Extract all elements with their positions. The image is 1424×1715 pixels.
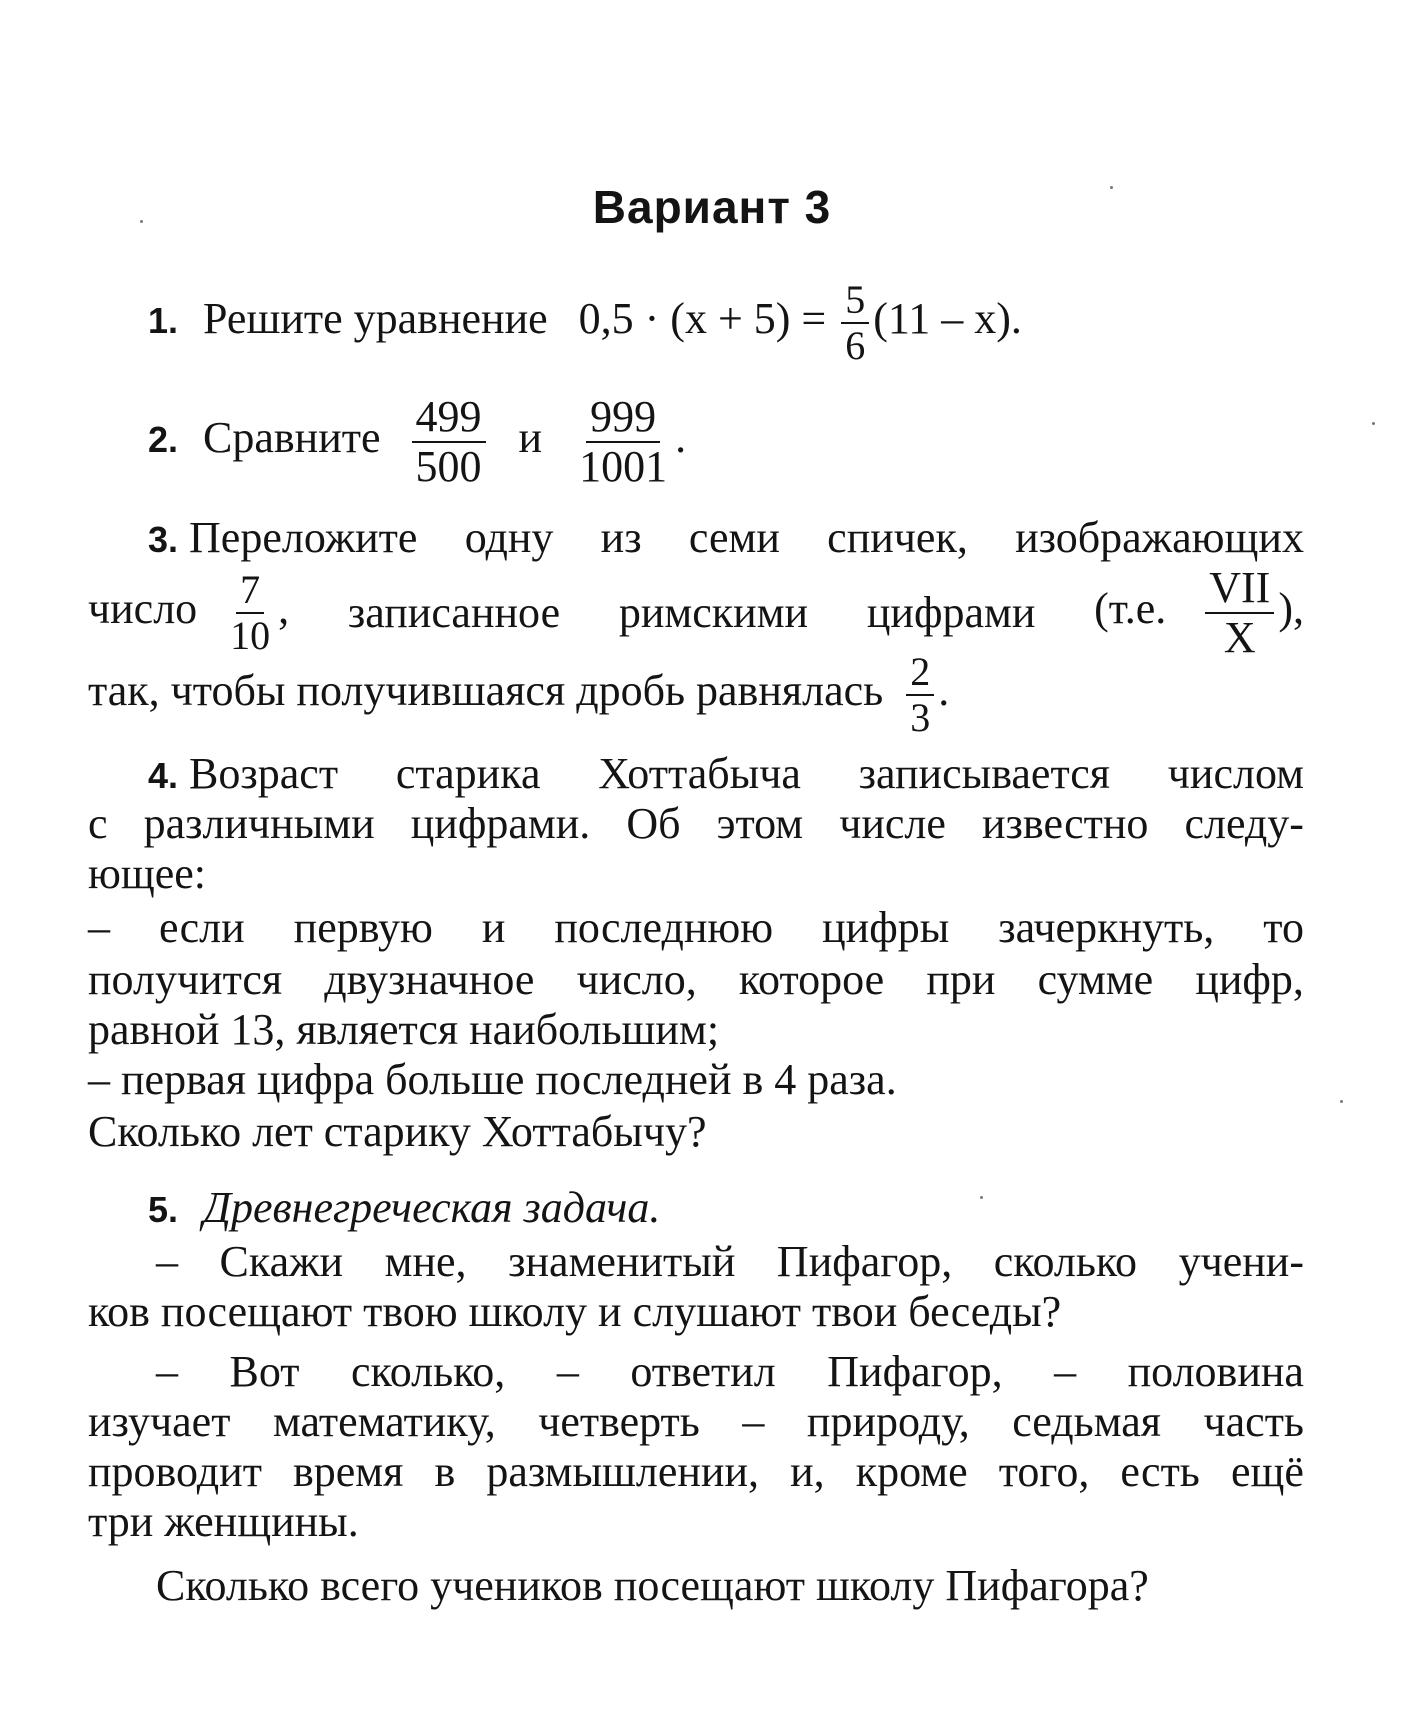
conjunction: и [518, 413, 543, 463]
word: цифрами [866, 588, 1036, 637]
word: число [88, 584, 198, 634]
word: первую [293, 903, 433, 952]
word: спичек, [827, 513, 968, 562]
word: кроме [855, 1447, 968, 1496]
word: мне, [384, 1237, 467, 1286]
fraction [226, 567, 274, 658]
word: и, [790, 1447, 825, 1496]
sentence-end: . [938, 666, 950, 716]
word: получится [88, 955, 283, 1004]
scan-speck [1372, 422, 1375, 425]
word: записывается [858, 749, 1110, 798]
scan-speck [980, 1196, 983, 1199]
problem-number: 2. [148, 419, 179, 461]
word: Об [626, 799, 681, 848]
word: учени- [1178, 1237, 1304, 1286]
scan-speck [1110, 186, 1113, 189]
fraction [841, 277, 869, 368]
problem-3-line-1 [148, 513, 1304, 562]
problem-4-line-8: Сколько лет старику Хоттабычу? [88, 1107, 707, 1156]
problem-4-line-1 [148, 749, 1304, 798]
word: Скажи [219, 1237, 344, 1286]
word: числом [1167, 749, 1304, 798]
word: числе [839, 799, 946, 848]
word: время [293, 1447, 404, 1496]
fraction-denominator: 1001 [579, 442, 668, 491]
word: Хоттабыча [598, 749, 801, 798]
problem-2 [148, 392, 687, 491]
punctuation: ), [1278, 584, 1304, 634]
problem-5-heading [148, 1183, 661, 1232]
word: с [88, 799, 108, 848]
problem-5-line-3 [156, 1347, 1304, 1396]
problem-3-line-2 [88, 563, 1304, 662]
word: одну [464, 513, 554, 562]
word: Пифагор, [827, 1347, 1003, 1396]
word: половина [1127, 1347, 1304, 1396]
fraction [412, 392, 486, 491]
problem-heading: Древнегреческая задача. [203, 1183, 661, 1232]
problem-1 [148, 277, 1022, 368]
word: этом [716, 799, 804, 848]
word: седьмая [1012, 1397, 1161, 1446]
word: – [88, 903, 110, 952]
word: семи [688, 513, 780, 562]
fraction [906, 649, 934, 740]
fraction-numerator: 999 [586, 395, 660, 443]
problem-number: 4. [148, 755, 179, 796]
word: размышлении, [486, 1447, 760, 1496]
word: природу, [806, 1397, 970, 1446]
word: известно [982, 799, 1149, 848]
word: число, [576, 955, 697, 1004]
word: записанное [347, 588, 561, 637]
word: то [1263, 903, 1304, 952]
word: цифрами. [410, 799, 591, 848]
scan-speck [1340, 1100, 1343, 1103]
word: четверть [538, 1397, 700, 1446]
word: сколько, [351, 1347, 506, 1396]
word: двузначное [324, 955, 535, 1004]
word: Пифагор, [776, 1237, 953, 1286]
word: – [156, 1237, 178, 1286]
fraction-denominator: 3 [910, 695, 931, 740]
sentence: так, чтобы получившаяся дробь равнялась [88, 666, 884, 716]
page-title: Вариант 3 [592, 181, 832, 233]
word: из [600, 513, 642, 562]
problem-5-line-6: три женщины. [88, 1497, 359, 1546]
problem-4-line-2 [88, 799, 1304, 848]
fraction-numerator: 499 [412, 395, 486, 443]
word: старика [395, 749, 541, 798]
fraction-denominator: 6 [845, 323, 866, 368]
problem-4-line-3: ющее: [88, 849, 207, 898]
word: ответил [630, 1347, 776, 1396]
word: следу- [1184, 799, 1304, 848]
problem-number: 3. [148, 519, 179, 560]
word: которое [738, 955, 885, 1004]
problem-5-line-5 [88, 1447, 1304, 1496]
problem-number: 1. [148, 300, 179, 342]
problem-5-line-4 [88, 1397, 1304, 1446]
equation-lhs: 0,5 · (x + 5) = [578, 294, 827, 344]
word: проводит [88, 1447, 262, 1496]
roman-fraction [1205, 563, 1274, 662]
equation-rhs: (11 – x). [873, 294, 1022, 344]
word: того, [998, 1447, 1090, 1496]
word: изображающих [1015, 513, 1304, 562]
fraction-numerator: 7 [236, 570, 264, 614]
problem-4-line-7: – первая цифра больше последней в 4 раза. [88, 1055, 897, 1104]
word: – [156, 1347, 178, 1396]
punctuation: , [278, 584, 290, 634]
word: часть [1203, 1397, 1304, 1446]
problem-5-line-7: Сколько всего учеников посещают школу Пифагора? [156, 1561, 1149, 1610]
word: (т.е. [1094, 584, 1167, 634]
scan-speck [140, 220, 143, 223]
problem-5-line-2: ков посещают твою школу и слушают твои беседы? [88, 1287, 1062, 1336]
fraction-numerator: VII [1205, 566, 1274, 614]
word: сколько [993, 1237, 1138, 1286]
word: Возраст [189, 749, 339, 798]
fraction-denominator: 10 [230, 613, 271, 658]
word: – [742, 1397, 765, 1446]
word: последнюю [554, 903, 774, 952]
problem-4-line-6: равной 13, является наибольшим; [88, 1005, 720, 1054]
word: ещё [1230, 1447, 1304, 1496]
word: цифры [822, 903, 950, 952]
problem-number: 5. [148, 1189, 179, 1230]
word: при [926, 955, 996, 1004]
problem-5-line-1 [156, 1237, 1304, 1286]
fraction-numerator: 2 [906, 652, 934, 696]
word: зачеркнуть, [998, 903, 1215, 952]
word: в [434, 1447, 456, 1496]
word: Вот [229, 1347, 300, 1396]
word: если [158, 903, 245, 952]
fraction [575, 392, 671, 491]
fraction-denominator: 500 [415, 442, 482, 491]
word: цифр, [1195, 955, 1304, 1004]
word: и [481, 903, 506, 952]
word: – [1054, 1347, 1077, 1396]
problem-3-line-3 [88, 649, 950, 740]
word: Переложите [189, 513, 418, 562]
sentence-end: . [675, 413, 687, 463]
problem-text: Решите уравнение [203, 294, 548, 344]
problem-4-line-4 [88, 903, 1304, 952]
fraction-numerator: 5 [841, 280, 869, 324]
word: знаменитый [508, 1237, 736, 1286]
word: различными [143, 799, 375, 848]
word: – [556, 1347, 579, 1396]
fraction-denominator: X [1223, 613, 1256, 662]
problem-text: Сравните [203, 413, 381, 463]
word: есть [1120, 1447, 1200, 1496]
word: изучает [88, 1397, 231, 1446]
word: римскими [618, 588, 809, 637]
word: математику, [272, 1397, 496, 1446]
word: сумме [1037, 955, 1154, 1004]
problem-4-line-5 [88, 955, 1304, 1004]
